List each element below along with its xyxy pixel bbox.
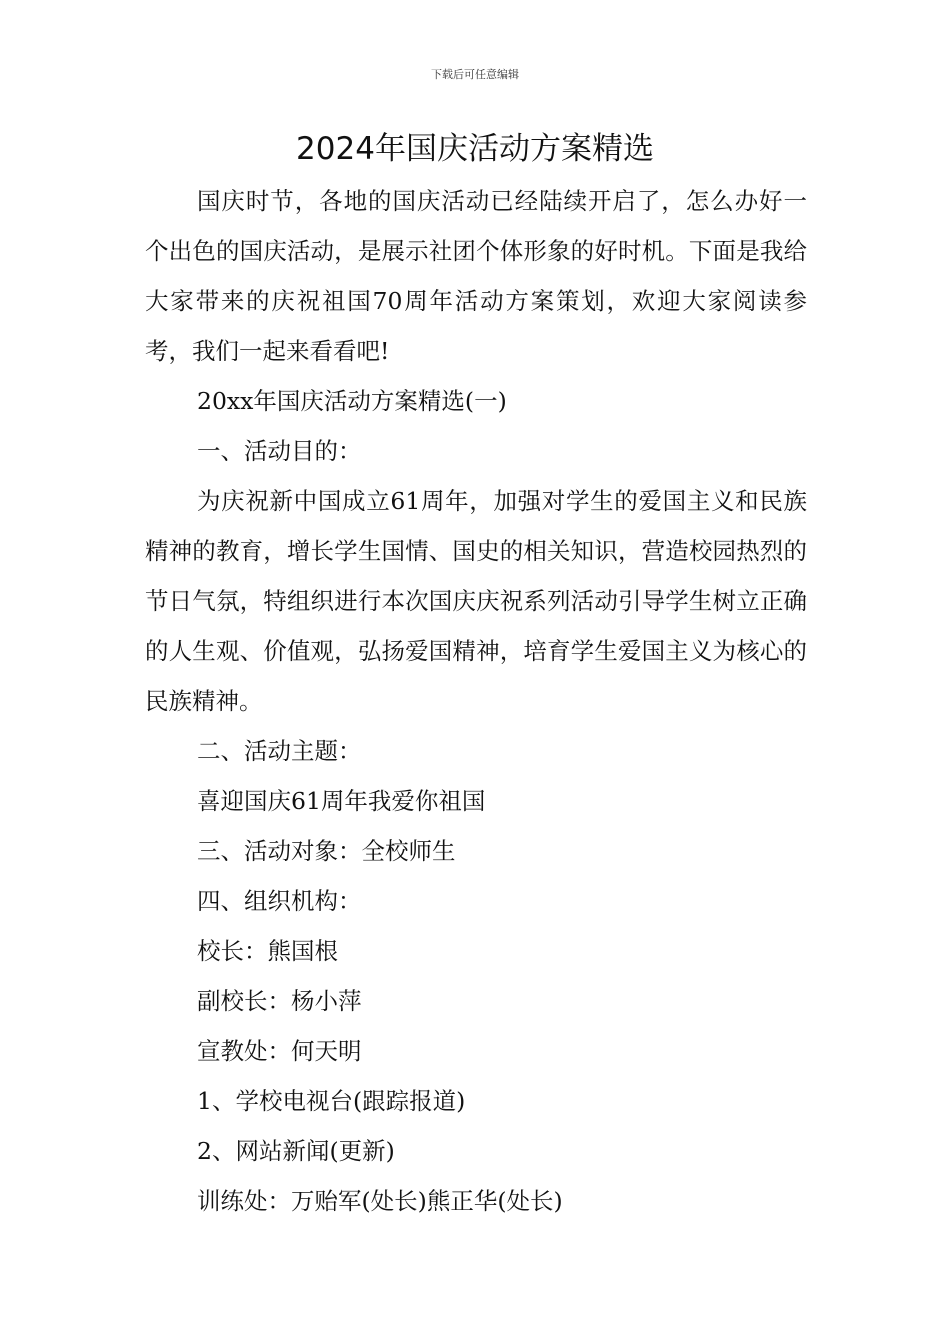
section-heading: 20xx年国庆活动方案精选(一): [197, 387, 507, 415]
body-line: 训练处：万贻军(处长)熊正华(处长): [197, 1187, 563, 1215]
body-paragraph: 为庆祝新中国成立61周年，加强对学生的爱国主义和民族精神的教育，增长学生国情、国史的相关知识，营造校园热烈的节日气氛，特组织进行本次国庆庆祝系列活动引导学生树立正确的人生观、价值观，弘扬爱国精神，培育学生爱国主义为核心的民族精神。: [145, 487, 807, 715]
document-body: [145, 176, 807, 1226]
intro-paragraph: 国庆时节，各地的国庆活动已经陆续开启了，怎么办好一个出色的国庆活动，是展示社团个体形象的好时机。下面是我给大家带来的庆祝祖国70周年活动方案策划，欢迎大家阅读参考，我们一起来看看吧!: [145, 187, 807, 365]
header-note: 下载后可任意编辑: [431, 68, 519, 81]
section-heading: 一、活动目的：: [197, 437, 362, 465]
list-item: 2、网站新闻(更新): [197, 1137, 395, 1165]
document-title: 2024年国庆活动方案精选: [296, 131, 654, 167]
body-line: 喜迎国庆61周年我爱你祖国: [197, 787, 486, 815]
section-heading: 三、活动对象：全校师生: [197, 837, 456, 865]
section-heading: 二、活动主题：: [197, 737, 362, 765]
section-heading: 四、组织机构：: [197, 887, 362, 915]
body-line: 校长：熊国根: [197, 937, 338, 965]
body-line: 宣教处：何天明: [197, 1037, 362, 1065]
list-item: 1、学校电视台(跟踪报道): [197, 1087, 466, 1115]
body-line: 副校长：杨小萍: [197, 987, 362, 1015]
